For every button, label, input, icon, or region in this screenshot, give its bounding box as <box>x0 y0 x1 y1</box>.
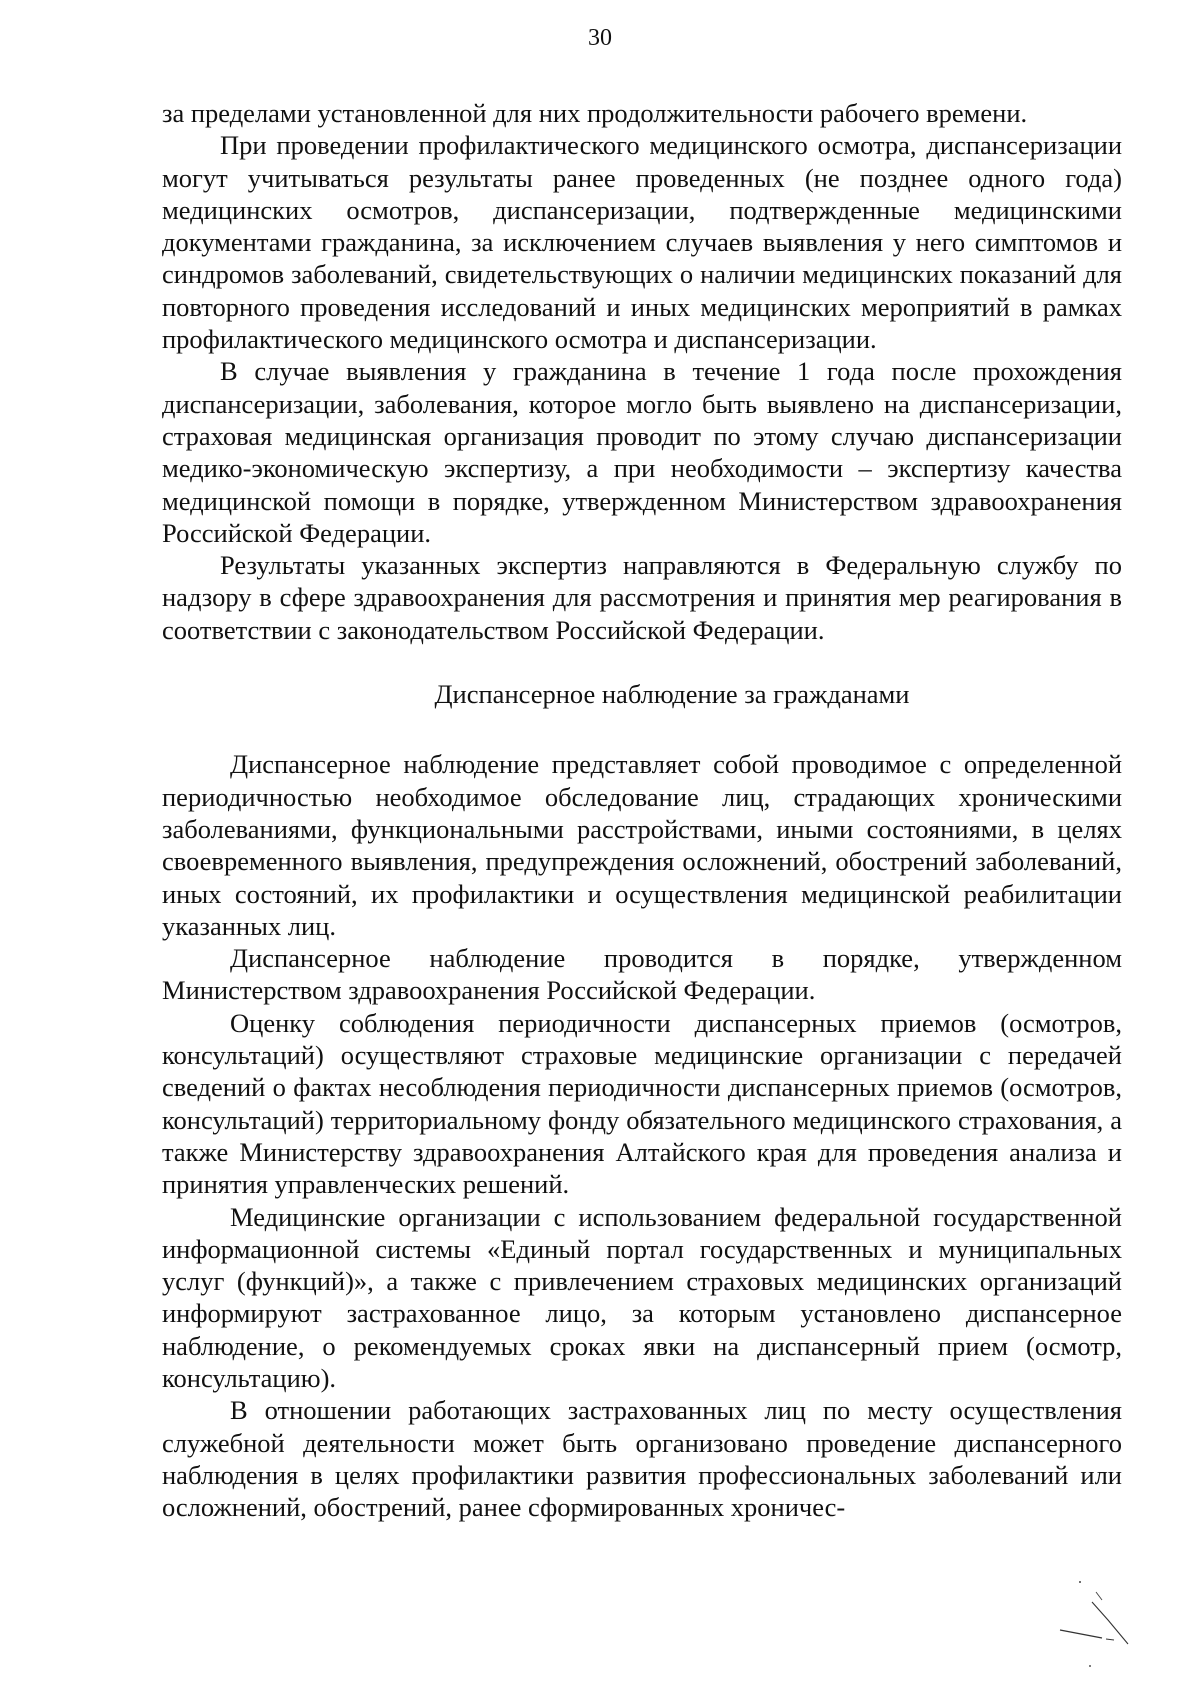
page-number: 30 <box>588 25 612 51</box>
paragraph-working-insured: В отношении работающих застрахованных лиц по месту осуществления служебной деятельности может быть организовано проведение диспансерного наблюдения в целях профилактики развития профессиональных заболеваний или осложнений, обострений, ранее сформированных хроничес- <box>162 1395 1122 1523</box>
paragraph-periodicity-assessment: Оценку соблюдения периодичности диспансерных приемов (осмотров, консультаций) осуществляют страховые медицинские организации с передачей сведений о фактах несоблюдения периодичности диспансерных приемов (осмотров, консультаций) территориальному фонду обязательного медицинского страхования, а также Министерству здравоохранения Алтайского края для проведения анализа и принятия управленческих решений. <box>162 1007 1122 1200</box>
paragraph-informing-insured: Медицинские организации с использованием федеральной государственной информационной системы «Единый портал государственных и муниципальных услуг (функций)», а также с привлечением страховых медицинских организаций информируют застрахованное лицо, за которым установлено диспансерное наблюдение, о рекомендуемых сроках явки на диспансерный прием (осмотр, консультацию). <box>162 1201 1122 1393</box>
paragraph-prior-results: При проведении профилактического медицинского осмотра, диспансеризации могут учитываться результаты ранее проведенных (не позднее одного года) медицинских осмотров, диспансеризации, подтвержденные медицинскими документами гражданина, за исключением случаев выявления у него симптомов и синдромов заболеваний, свидетельствующих о наличии медицинских показаний для повторного проведения исследований и иных медицинских мероприятий в рамках профилактического медицинского осмотра и диспансеризации. <box>162 130 1122 355</box>
scan-pen-marks <box>1050 1572 1170 1672</box>
section-heading: Диспансерное наблюдение за гражданами <box>434 679 910 710</box>
paragraph-disease-detection: В случае выявления у гражданина в течение 1 года после прохождения диспансеризации, заболевания, которое могло быть выявлено на диспансеризации, страховая медицинская организация проводит по этому случаю диспансеризации медико-экономическую экспертизу, а при необходимости – экспертизу качества медицинской помощи в порядке, утвержденном Министерством здравоохранения Российской Федерации. <box>162 356 1122 548</box>
paragraph-dispensary-definition: Диспансерное наблюдение представляет собой проводимое с определенной периодичностью необходимое обследование лиц, страдающих хроническими заболеваниями, функциональными расстройствами, иными состояниями, в целях своевременного выявления, предупреждения осложнений, обострений заболеваний, иных состояний, их профилактики и осуществления медицинской реабилитации указанных лиц. <box>162 749 1122 941</box>
paragraph-dispensary-procedure: Диспансерное наблюдение проводится в порядке, утвержденном Министерством здравоохранения Российской Федерации. <box>162 943 1122 1006</box>
paragraph-continuation: за пределами установленной для них продолжительности рабочего времени. <box>162 98 1028 128</box>
document-body <box>162 97 1122 1523</box>
paragraph-expertise-results: Результаты указанных экспертиз направляются в Федеральную службу по надзору в сфере здравоохранения для рассмотрения и принятия мер реагирования в соответствии с законодательством Российской Федерации. <box>162 550 1122 645</box>
